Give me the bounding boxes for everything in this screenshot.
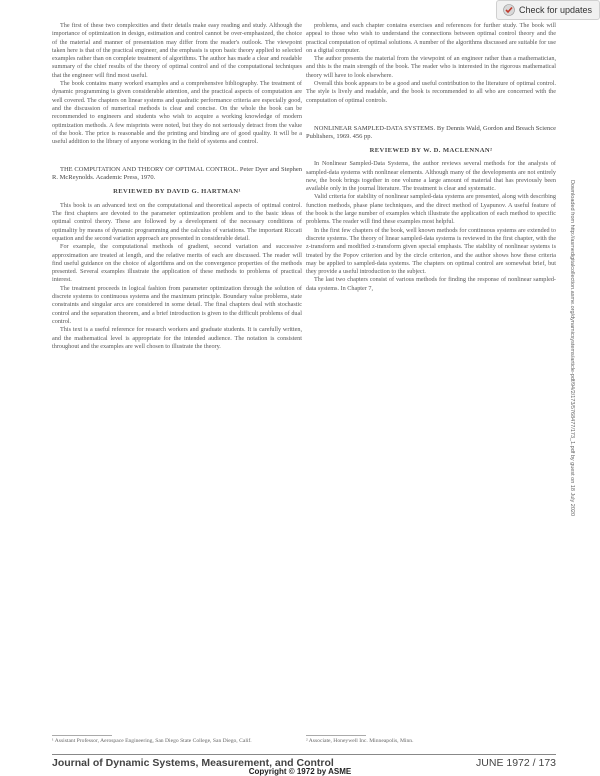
copyright-line: Copyright © 1972 by ASME [248,767,352,776]
footnote-right: ² Associate, Honeywell Inc. Minneapolis, Minn. [306,738,414,744]
paragraph: The last two chapters consist of various methods for finding the response of nonlinear sampled-data systems. In Chapter 7, [306,276,556,292]
review-title: THE COMPUTATION AND THEORY OF OPTIMAL CONTROL. Peter Dyer and Stephen R. McReynolds. Academic Press, 1970. [52,166,302,182]
issue-page: JUNE 1972 / 173 [476,757,556,769]
crossmark-icon [503,4,515,16]
footnote-rule [306,735,366,736]
paragraph: problems, and each chapter contains exercises and references for further study. The book will appeal to those who wish to understand the connections between optimal control theory and the practical computation of optimal solutions. A number of the algorithms discussed are suitable for use on a digital computer. [306,22,556,54]
reviewer-name: REVIEWED BY DAVID G. HARTMAN¹ [113,188,241,196]
paragraph: The treatment proceeds in logical fashion from parameter optimization through the solution of discrete systems to continuous systems and the maximum principle. Boundary value problems, state constraints and singular arcs are considered in some detail. The final chapters deal with stochastic control and the separation theorem, and a brief introduction is given to the difficult problems of dual control. [52,284,302,325]
paragraph: This text is a useful reference for research workers and graduate students. It is carefully written, and the mathematical level is appropriate for the intended audience. The notation is consistent throughout and the examples are well chosen to illustrate the theory. [52,326,302,350]
paragraph: Overall this book appears to be a good and useful contribution to the literature of optimal control. The style is lively and readable, and the book is recommended to all who are concerned with the computation of optimal controls. [306,80,556,104]
journal-name: Journal of Dynamic Systems, Measurement, and Control [52,757,334,769]
footnote-rule [52,735,112,736]
check-for-updates-badge[interactable] [496,0,600,20]
paragraph: Valid criteria for stability of nonlinear sampled-data systems are presented, along with describing function methods, phase plane techniques, and the direct method of Lyapunov. A useful feature of the book is the large number of examples which illustrate the application of each method to specific problems. The reader will find these examples most helpful. [306,193,556,226]
paragraph: The book contains many worked examples and a comprehensive bibliography. The treatment of dynamic programming is given considerable attention, and the practical aspects of computation are well covered. The chapters on linear systems and quadratic performance criteria are especially good, and the discussion of numerical methods is clear and concise. On the whole the book can be recommended to engineers and students who wish to acquire a working knowledge of modern optimization methods. A few misprints were noted, but they do not seriously detract from the value of the book. The price is reasonable and the printing and binding are of good quality. It will be a useful addition to the library of anyone working in the field of systems and control. [52,80,302,146]
paragraph: This book is an advanced text on the computational and theoretical aspects of optimal control. The first chapters are devoted to the parameter optimization problem and to the basic ideas of optimal control theory. These are followed by a development of the necessary conditions of optimality by means of dynamic programming and the calculus of variations. The important Riccati equation and the second variation approach are presented in considerable detail. [52,201,302,242]
paragraph: For example, the computational methods of gradient, second variation and successive approximation are treated at length, and the relative merits of each are discussed. The reader will find useful guidance on the choice of algorithms and on the convergence properties of the methods presented. Several examples illustrate the application of these methods to problems of practical interest. [52,243,302,284]
left-column [52,22,302,351]
reviewer-name: REVIEWED BY W. D. MACLENNAN² [369,146,493,154]
review-title: NONLINEAR SAMPLED-DATA SYSTEMS. By Dennis Wald, Gordon and Breach Science Publishers, 1969. 456 pp. [306,124,556,140]
paragraph: In Nonlinear Sampled-Data Systems, the author reviews several methods for the analysis of sampled-data systems with nonlinear elements. Although many of the developments are not entirely new, the book brings together in one volume a large amount of material that has previously been available only in the journal literature. The treatment is clear and systematic. [306,160,556,193]
paragraph: In the first few chapters of the book, well known methods for continuous systems are extended to discrete systems. The theory of linear sampled-data systems is reviewed in the first chapter, with the z-transform and modified z-transform given special emphasis. The stability of nonlinear systems is treated by the Popov criterion and by the circle criterion, and the author shows how these criteria may be applied to sampled-data systems. The chapters on optimal control are somewhat brief, but they provide a useful introduction to the subject. [306,226,556,276]
footnote-left: ¹ Assistant Professor, Aerospace Engineering, San Diego State College, San Diego, Calif. [52,738,252,744]
download-notice: Downloaded from http://asmedigitalcollection.asme.org/dynamicsystems/article-pdf/94/2/173/5768477/173_1.pdf by guest on 18 July 2020 [569,180,575,517]
paragraph: The author presents the material from the viewpoint of an engineer rather than a mathematician, and this is the main strength of the book. The reader who is interested in the rigorous mathematical theory will have to look elsewhere. [306,55,556,79]
paragraph: The first of these two complexities and their details make easy reading and study. Although the importance of optimization in design, estimation and control cannot be over-emphasized, the choice of the material and manner of presentation may differ from the reader's outlook. The viewpoint taken here is that of the practical engineer, and the emphasis is upon basic theory applied to selected examples rather than on complete treatment of algorithms. The author has made a clear and readable summary of the chief results of the theory of optimal control and of the computational techniques that the engineer will find most useful. [52,22,302,79]
badge-label: Check for updates [519,5,593,15]
right-column [306,22,556,293]
footer-rule [52,754,556,755]
